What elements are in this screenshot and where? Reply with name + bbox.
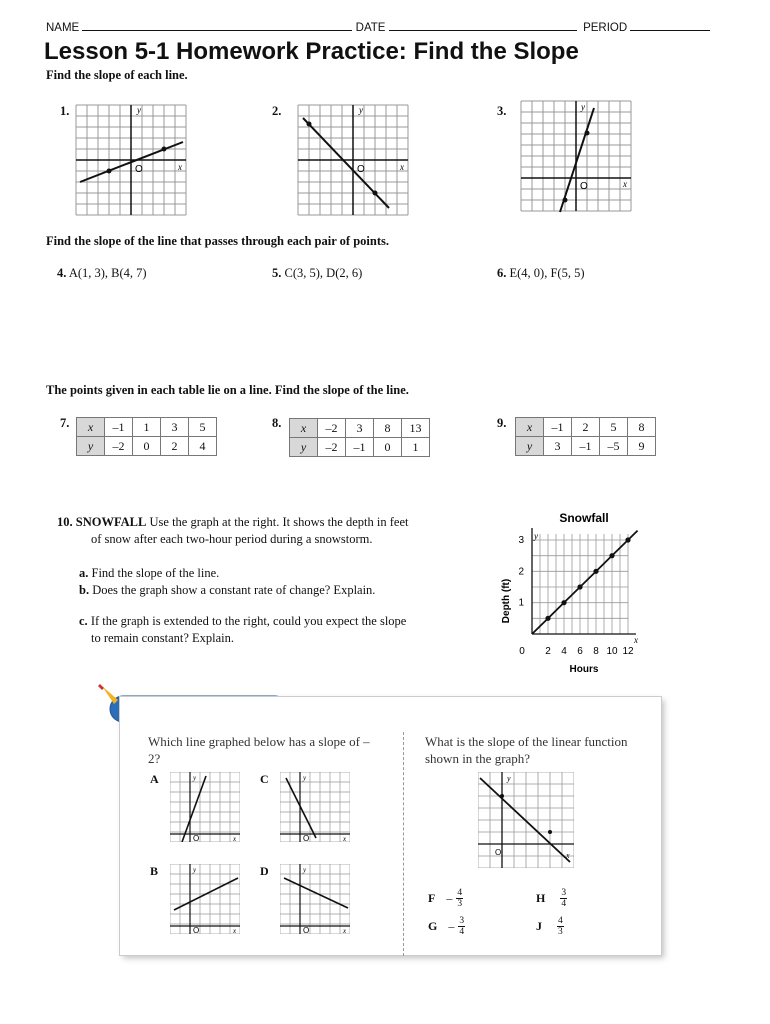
x-tick-label: 12 — [622, 646, 634, 657]
table-cell: –2 — [318, 438, 346, 457]
problem-9-table — [515, 417, 656, 456]
data-point — [625, 537, 630, 542]
graph-3-y-label: y — [581, 102, 585, 112]
problem-10c-label: c. — [79, 614, 88, 628]
x-tick-label: 8 — [593, 646, 599, 657]
table-cell: 5 — [600, 418, 628, 437]
table-header-x: x — [516, 418, 544, 437]
y-label: y — [193, 866, 197, 874]
problem-5-text: C(3, 5), D(2, 6) — [284, 266, 363, 280]
problem-3-number: 3. — [497, 104, 507, 118]
x-tick-label: 10 — [606, 646, 618, 657]
chart-title: Snowfall — [559, 511, 609, 525]
date-blank[interactable] — [389, 30, 577, 31]
problem-6-text: E(4, 0), F(5, 5) — [509, 266, 585, 280]
option-j-letter: J — [536, 919, 542, 933]
option-c-label[interactable]: C — [260, 772, 269, 786]
origin-label: O — [193, 926, 200, 934]
option-j-fraction: $\frac{4}{3}$ — [558, 916, 563, 937]
option-b-label[interactable]: B — [150, 864, 159, 878]
problem-10-text: Use the graph at the right. It shows the depth in feet of snow after each two-hour period during a snowstorm. — [91, 515, 409, 546]
table-cell: –1 — [105, 418, 133, 437]
snowfall-chart — [494, 506, 654, 678]
origin-label: O — [303, 834, 310, 842]
table-cell: 5 — [189, 418, 217, 437]
option-j[interactable] — [536, 916, 564, 937]
table-cell: 3 — [544, 437, 572, 456]
table-header-y: y — [290, 438, 318, 457]
page-title: Lesson 5-1 Homework Practice: Find the Slope — [44, 38, 579, 65]
problem-8-table — [289, 418, 430, 457]
problem-1-number: 1. — [60, 104, 70, 118]
section1-instruction: Find the slope of each line. — [46, 68, 188, 82]
pencil-icon — [102, 686, 118, 704]
graph-2-y-label: y — [359, 105, 363, 115]
problem-10-stem — [57, 514, 417, 548]
option-a-graph[interactable] — [170, 772, 240, 842]
graph-3 — [520, 100, 632, 215]
x-tick-label: 4 — [561, 646, 567, 657]
option-b-graph[interactable] — [170, 864, 240, 934]
table-cell: 0 — [374, 438, 402, 457]
table-header-y: y — [77, 437, 105, 456]
y-tick-label: 1 — [518, 597, 524, 609]
option-h[interactable] — [536, 888, 567, 909]
graph-1-x-label: x — [178, 162, 182, 172]
origin-label: O — [193, 834, 200, 842]
problem-6-number: 6. — [497, 266, 507, 280]
name-blank[interactable] — [82, 30, 352, 31]
problem-4-number: 4. — [57, 266, 67, 280]
y-label: y — [303, 866, 307, 874]
table-cell: 2 — [572, 418, 600, 437]
table-cell: –1 — [544, 418, 572, 437]
table-cell: –5 — [600, 437, 628, 456]
problem-10-keyword: SNOWFALL — [75, 515, 147, 529]
problem-4-text: A(1, 3), B(4, 7) — [68, 266, 147, 280]
option-f[interactable] — [428, 888, 463, 909]
problem-10a-text: Find the slope of the line. — [91, 566, 220, 580]
table-cell: 0 — [133, 437, 161, 456]
graph-2 — [297, 104, 409, 216]
section2-instruction: Find the slope of the line that passes through each pair of points. — [46, 234, 389, 248]
option-f-letter: F — [428, 891, 436, 905]
x-tick-label: 6 — [577, 646, 583, 657]
option-a-label[interactable]: A — [150, 772, 159, 786]
problem-10c — [57, 613, 417, 647]
option-g-letter: G — [428, 919, 438, 933]
problem-7-number: 7. — [60, 416, 70, 430]
table-cell: 4 — [189, 437, 217, 456]
y-label: y — [303, 774, 307, 782]
problem-10b-label: b. — [79, 583, 90, 597]
period-blank[interactable] — [630, 30, 710, 31]
option-c-graph[interactable] — [280, 772, 350, 842]
graph-2-x-label: x — [400, 162, 404, 172]
problem-10a-label: a. — [79, 566, 89, 580]
data-point — [561, 600, 566, 605]
table-cell: 8 — [628, 418, 656, 437]
option-f-fraction: $\frac{4}{3}$ — [457, 888, 463, 909]
y-tick-label: 2 — [518, 566, 524, 578]
table-cell: 9 — [628, 437, 656, 456]
problem-2-number: 2. — [272, 104, 282, 118]
option-g[interactable] — [428, 916, 465, 937]
chart-y-axis-letter: y — [534, 531, 538, 541]
problem-10 — [57, 514, 417, 647]
graph-2-origin: O — [357, 164, 365, 175]
test-q2: What is the slope of the linear function shown in the graph? — [425, 734, 628, 766]
chart-xlabel: Hours — [569, 664, 599, 675]
table-header-x: x — [77, 418, 105, 437]
problem-10b — [57, 582, 417, 599]
q2-graph — [478, 772, 574, 868]
problem-10a — [57, 565, 417, 582]
option-d-graph[interactable] — [280, 864, 350, 934]
data-point — [593, 569, 598, 574]
table-cell: 1 — [402, 438, 430, 457]
option-f-sign: – — [446, 891, 453, 905]
problem-6 — [497, 266, 585, 281]
option-line — [284, 878, 348, 908]
table-cell: –2 — [318, 419, 346, 438]
graph-1 — [75, 104, 187, 216]
divider — [403, 732, 405, 956]
y-label: y — [193, 774, 197, 782]
problem-10c-text: If the graph is extended to the right, could you expect the slope to remain constant? Explain. — [90, 614, 407, 645]
table-cell: –2 — [105, 437, 133, 456]
table-cell: 2 — [161, 437, 189, 456]
header-line — [46, 22, 726, 34]
date-label: DATE — [355, 22, 386, 34]
origin-label: O — [303, 926, 310, 934]
problem-5-number: 5. — [272, 266, 282, 280]
problem-8-number: 8. — [272, 416, 282, 430]
option-h-fraction: $\frac{3}{4}$ — [561, 888, 567, 909]
table-cell: –1 — [346, 438, 374, 457]
period-label: PERIOD — [583, 22, 628, 34]
chart-x-axis-letter: x — [634, 635, 638, 645]
option-g-sign: – — [448, 919, 455, 933]
table-cell: 3 — [346, 419, 374, 438]
q2-x-label: x — [566, 851, 570, 860]
data-point — [545, 616, 550, 621]
graph-3-origin: O — [580, 181, 588, 192]
table-cell: 13 — [402, 419, 430, 438]
table-cell: –1 — [572, 437, 600, 456]
x-tick-label: 2 — [545, 646, 551, 657]
chart-ticks — [518, 535, 634, 657]
y-tick-label: 3 — [518, 535, 524, 546]
problem-9-number: 9. — [497, 416, 507, 430]
table-cell: 3 — [161, 418, 189, 437]
chart-ylabel: Depth (ft) — [501, 578, 512, 624]
table-cell: 8 — [374, 419, 402, 438]
x-tick-label: 0 — [519, 646, 525, 657]
x-label: x — [233, 835, 237, 842]
table-cell: 1 — [133, 418, 161, 437]
name-label: NAME — [46, 22, 80, 34]
problem-7-table — [76, 417, 217, 456]
option-h-letter: H — [536, 891, 546, 905]
option-g-fraction: $\frac{3}{4}$ — [459, 916, 465, 937]
table-header-x: x — [290, 419, 318, 438]
problem-10-number: 10. — [57, 515, 73, 529]
x-label: x — [343, 835, 347, 842]
graph-1-y-label: y — [137, 105, 141, 115]
problem-10b-text: Does the graph show a constant rate of change? Explain. — [92, 583, 376, 597]
graph-3-x-label: x — [623, 179, 627, 189]
problem-4 — [57, 266, 147, 281]
data-point — [609, 553, 614, 558]
x-label: x — [343, 927, 347, 934]
x-label: x — [233, 927, 237, 934]
q2-y-label: y — [507, 774, 511, 783]
test-q1: Which line graphed below has a slope of –2? — [148, 734, 370, 766]
section3-instruction: The points given in each table lie on a line. Find the slope of the line. — [46, 383, 409, 397]
option-line — [286, 778, 316, 838]
table-header-y: y — [516, 437, 544, 456]
data-point — [577, 584, 582, 589]
problem-5 — [272, 266, 362, 281]
graph-1-origin: O — [135, 164, 143, 175]
q2-origin: O — [495, 848, 502, 857]
option-d-label[interactable]: D — [260, 864, 269, 878]
